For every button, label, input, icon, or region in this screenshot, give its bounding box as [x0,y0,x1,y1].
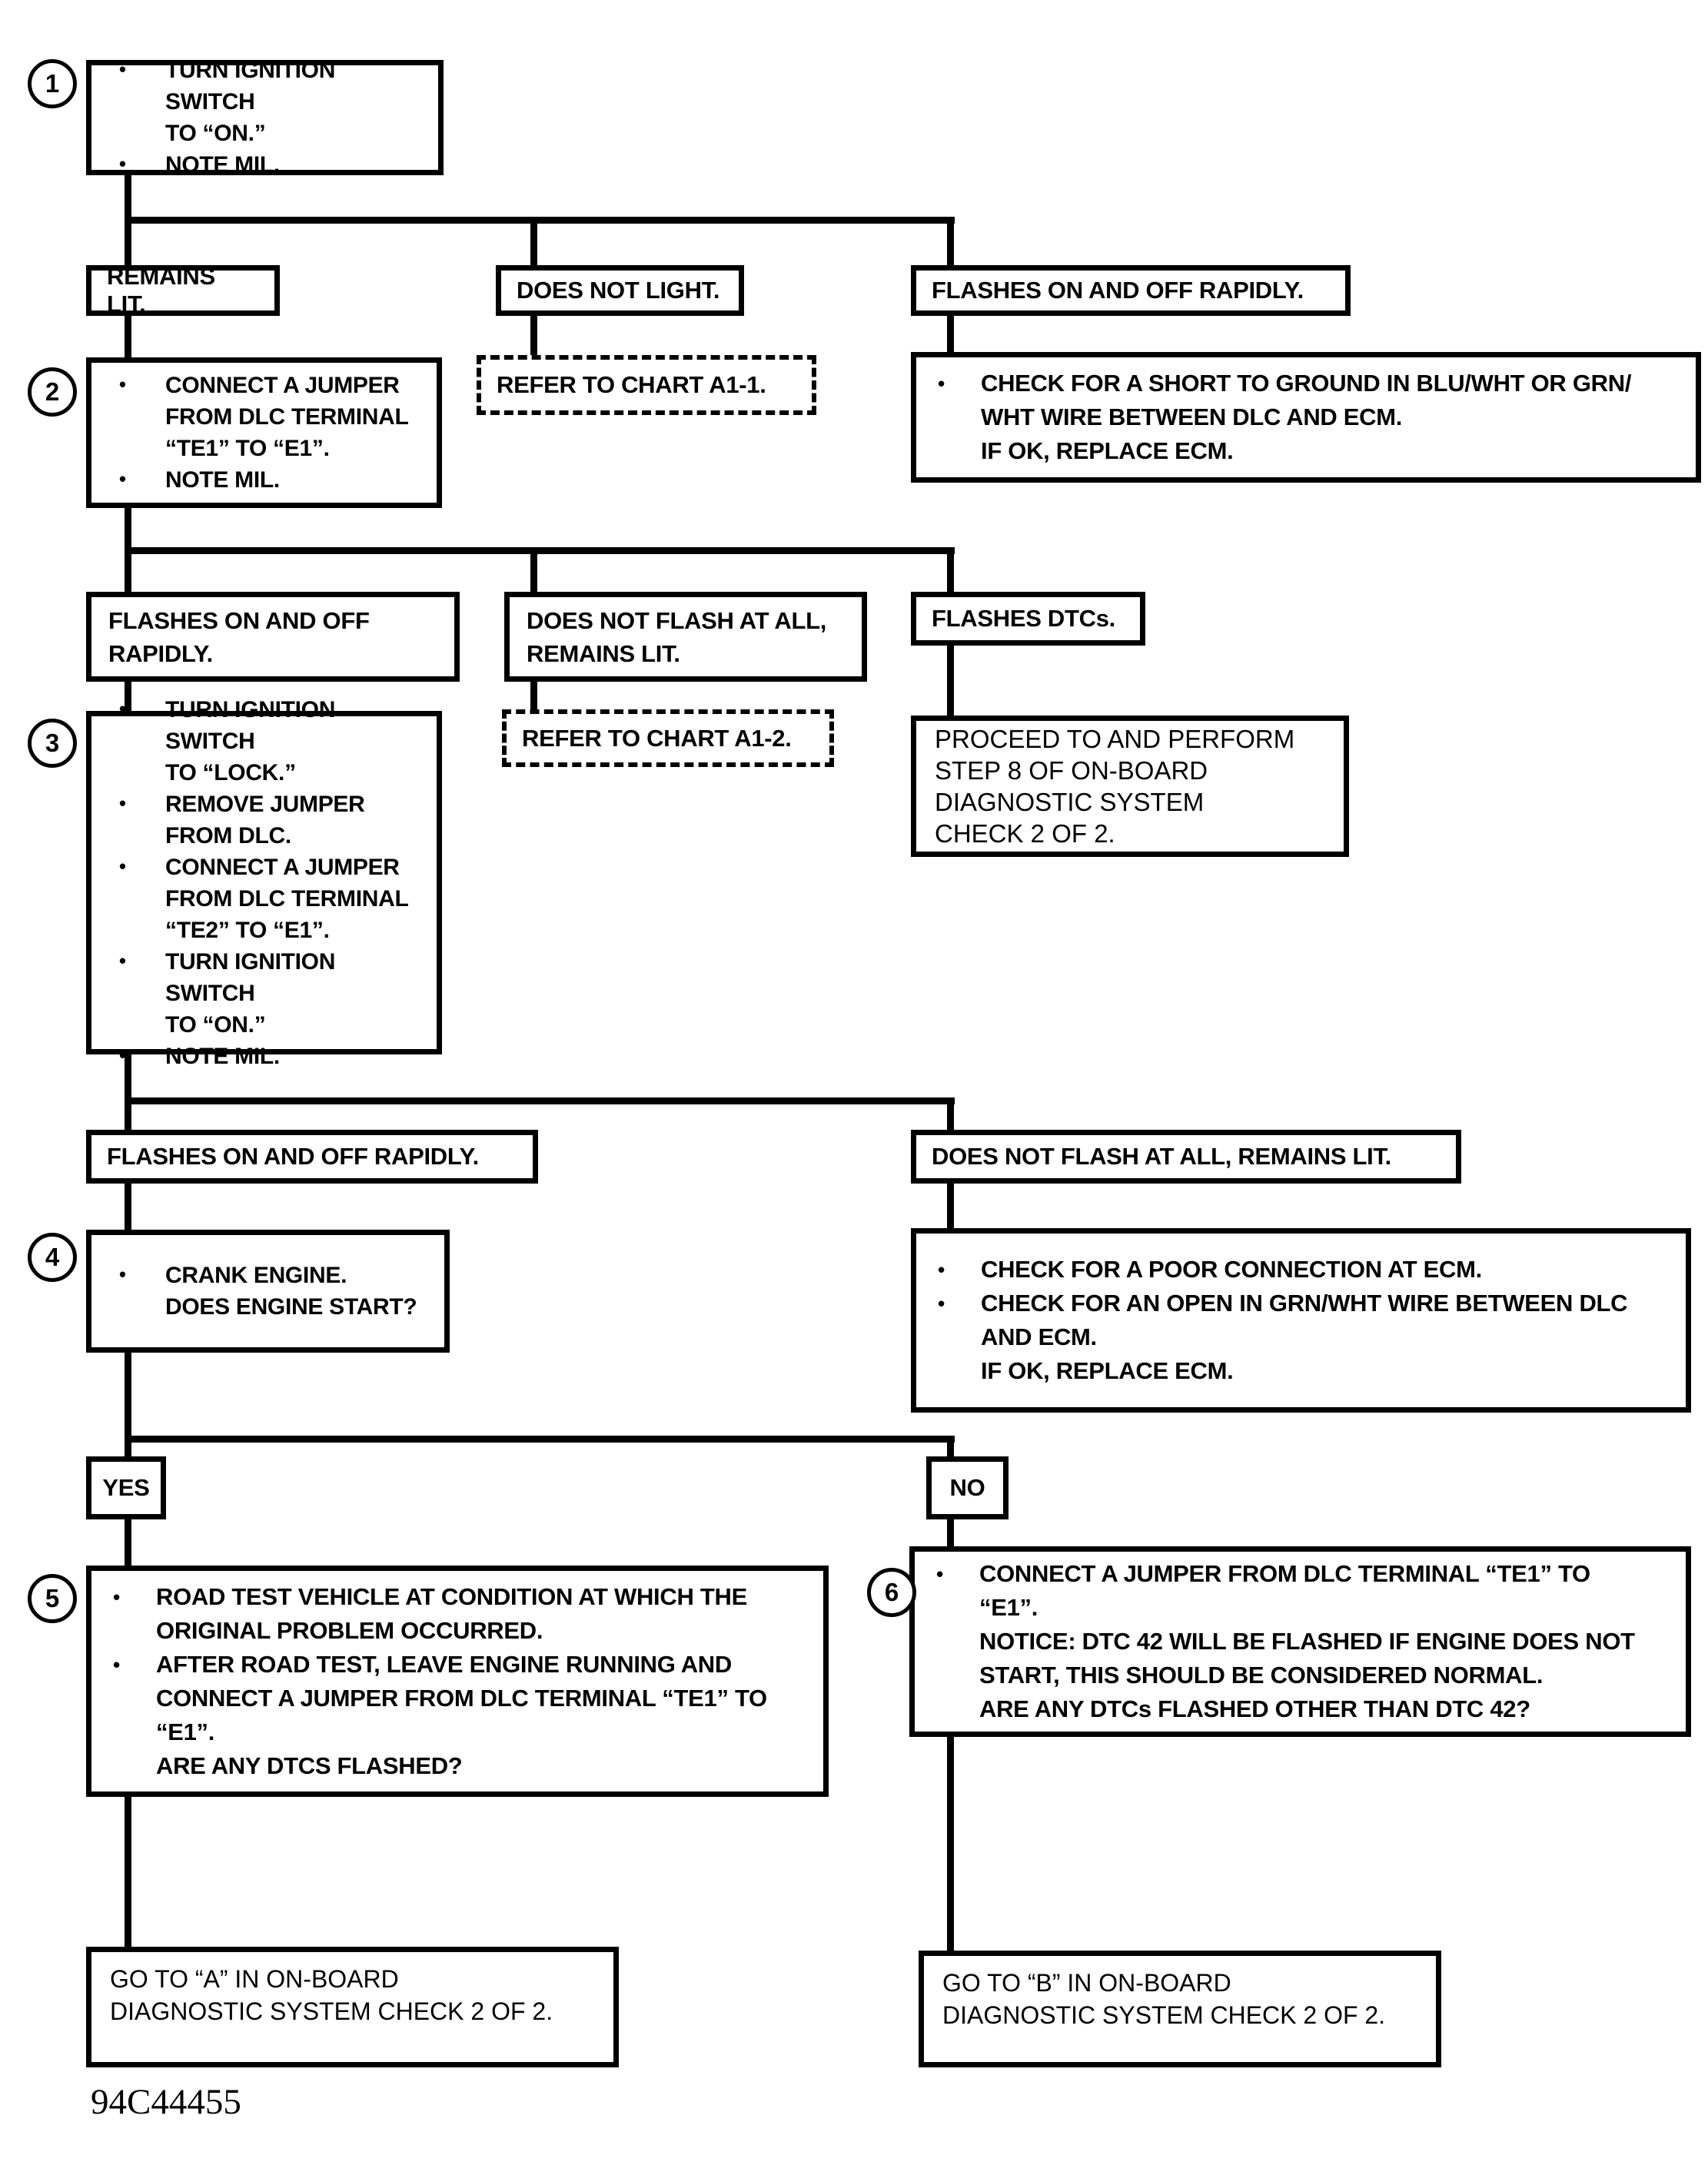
bullet-spacer [119,757,165,789]
flow-line-h [125,1097,955,1104]
flow-line-v [947,550,954,596]
flow-line-v [947,642,954,719]
step4-box [86,1230,450,1353]
bullet-text: NOTE MIL. [165,152,280,178]
bullet-text: FROM DLC TERMINAL [165,404,409,430]
flow-line-h [125,1436,955,1443]
bullet-line [119,1009,265,1041]
flow-line-v [947,311,954,357]
bullet-text: REMOVE JUMPER [165,791,365,817]
bullet-text: ARE ANY DTCS FLASHED? [156,1752,463,1779]
bullet-icon: • [936,1562,943,1586]
bullet-line [113,1749,462,1783]
bullet-spacer [936,1591,979,1625]
text-line: RAPIDLY. [108,639,213,667]
bullet-icon: • [938,1292,945,1315]
step5-box [86,1566,829,1797]
bullet-line [936,1625,1635,1659]
bullet-line [938,1287,1627,1320]
bullet-text: CHECK FOR A POOR CONNECTION AT ECM. [981,1256,1482,1283]
bullet-spacer [113,1715,156,1749]
bullet-line [938,367,1631,400]
step2-box [86,357,442,508]
bullet-line [113,1682,767,1715]
bullet-text: “TE1” TO “E1”. [165,436,330,461]
flow-line-v [125,1514,131,1569]
bullet-line [119,370,400,401]
bullet-text: TO “ON.” [165,121,266,146]
bullet-text: CONNECT A JUMPER FROM DLC TERMINAL “TE1” TO [156,1684,767,1712]
bullet-line [119,852,400,883]
bullet-icon: • [119,469,126,490]
branch-does-not-light [496,265,744,316]
figure-code: 94C44455 [91,2082,241,2122]
branch-flashes-on-off-2 [86,592,460,682]
bullet-line [119,433,330,464]
bullet-line [119,1041,280,1072]
bullet-text: ARE ANY DTCs FLASHED OTHER THAN DTC 42? [979,1695,1530,1722]
bullet-text: TURN IGNITION SWITCH [165,696,336,754]
flow-line-v [125,219,131,269]
bullet-spacer [119,118,165,149]
bullet-spacer [119,820,165,852]
branch-no [926,1456,1009,1519]
step6-number: 6 [867,1568,916,1617]
bullet-line [938,1320,1097,1354]
text-line: REMAINS LIT. [527,639,680,667]
text-line: DIAGNOSTIC SYSTEM [935,788,1205,816]
refer-label: REFER TO CHART A1-2. [522,724,792,752]
bullet-icon: • [119,154,126,175]
bullet-text: IF OK, REPLACE ECM. [981,437,1234,464]
text-line: GO TO “B” IN ON-BOARD [942,1969,1231,1997]
text-line: DIAGNOSTIC SYSTEM CHECK 2 OF 2. [110,1997,553,2025]
branch-label: DOES NOT FLASH AT ALL, REMAINS LIT. [932,1143,1391,1170]
bullet-icon: • [119,792,126,815]
bullet-spacer [119,401,165,433]
step6-box [909,1546,1691,1737]
step4-number: 4 [28,1233,77,1282]
bullet-spacer [938,1354,981,1388]
bullet-text: NOTE MIL. [165,1043,280,1069]
branch-does-not-flash-1 [504,592,867,682]
bullet-spacer [119,915,165,946]
flow-line-h [125,547,955,554]
bullet-line [938,400,1402,434]
poor-connection-box [911,1228,1691,1413]
bullet-text: FROM DLC. [165,822,291,848]
bullet-text: WHT WIRE BETWEEN DLC AND ECM. [981,403,1403,430]
bullet-line [113,1580,747,1614]
branch-does-not-flash-2 [911,1130,1461,1184]
bullet-icon: • [119,1044,126,1067]
bullet-icon: • [119,1264,126,1286]
branch-label: DOES NOT LIGHT. [517,277,720,304]
bullet-text: NOTICE: DTC 42 WILL BE FLASHED IF ENGINE DOES NOT [979,1628,1635,1655]
flow-line-v [947,1732,954,1954]
branch-label: YES [102,1474,150,1501]
flow-line-v [125,1347,131,1441]
branch-yes [86,1456,166,1519]
branch-label: NO [949,1474,985,1501]
bullet-spacer [936,1625,979,1659]
flow-line-v [947,1514,954,1550]
bullet-text: CHECK FOR AN OPEN IN GRN/WHT WIRE BETWEEN DLC [981,1290,1628,1317]
refer-label: REFER TO CHART A1-1. [497,371,766,398]
bullet-text: AFTER ROAD TEST, LEAVE ENGINE RUNNING AND [156,1650,732,1678]
branch-label: FLASHES ON AND OFF RAPIDLY. [107,1143,479,1170]
bullet-spacer [119,883,165,915]
bullet-text: IF OK, REPLACE ECM. [981,1357,1234,1384]
bullet-spacer [113,1682,156,1715]
bullet-spacer [119,1009,165,1041]
bullet-spacer [119,433,165,464]
branch-label: REMAINS LIT. [107,263,215,317]
bullet-line [119,464,280,496]
bullet-spacer [938,400,981,434]
bullet-text: TURN IGNITION SWITCH [165,58,336,115]
bullet-line [113,1715,214,1749]
text-line: FLASHES ON AND OFF [108,606,370,634]
bullet-line [119,915,330,946]
flow-line-v [125,1178,131,1234]
bullet-spacer [938,1320,981,1354]
branch-label: FLASHES ON AND OFF RAPIDLY. [932,277,1304,304]
proceed-step8-box [911,716,1349,857]
bullet-text: FROM DLC TERMINAL [165,885,409,911]
bullet-line [938,1253,1482,1287]
bullet-line [938,434,1233,468]
bullet-spacer [938,434,981,468]
bullet-line [119,401,409,433]
bullet-line [119,946,427,1009]
text-line: CHECK 2 OF 2. [935,819,1115,848]
bullet-spacer [113,1614,156,1648]
flow-line-v [947,219,954,269]
step3-number: 3 [28,719,77,768]
branch-flashes-on-off-1 [911,265,1351,316]
text-line: STEP 8 OF ON-BOARD [935,756,1208,785]
branch-flashes-on-off-3 [86,1130,538,1184]
bullet-text: “TE2” TO “E1”. [165,917,330,943]
bullet-icon: • [938,372,945,395]
text-line: DOES NOT FLASH AT ALL, [527,606,827,634]
bullet-text: TURN IGNITION SWITCH [165,948,336,1006]
text-line: GO TO “A” IN ON-BOARD [110,1965,399,1993]
flow-line-v [530,676,537,713]
bullet-text: CONNECT A JUMPER [165,373,400,398]
step3-box [86,696,442,1069]
step5-number: 5 [28,1574,77,1623]
bullet-text: TO “LOCK.” [165,759,296,785]
branch-label: FLASHES DTCs. [932,605,1115,632]
flow-line-v [125,311,131,361]
bullet-line [119,757,296,789]
bullet-icon: • [119,698,126,720]
bullet-spacer [936,1692,979,1726]
bullet-text: CHECK FOR A SHORT TO GROUND IN BLU/WHT OR GRN/ [981,370,1632,397]
bullet-line [119,820,291,852]
bullet-line [936,1591,1038,1625]
bullet-spacer [119,1291,165,1323]
bullet-icon: • [119,950,126,972]
flow-line-v [530,219,537,269]
refer-chart-a1-1-box [477,355,816,415]
bullet-text: DOES ENGINE START? [165,1294,417,1320]
bullet-line [113,1648,732,1682]
bullet-line [119,118,265,149]
bullet-spacer [936,1659,979,1692]
text-line: DIAGNOSTIC SYSTEM CHECK 2 OF 2. [942,2001,1386,2029]
branch-remains-lit [86,265,280,316]
step2-number: 2 [28,367,77,417]
bullet-line [938,1354,1233,1388]
short-to-ground-box [911,352,1701,483]
text-line: PROCEED TO AND PERFORM [935,725,1295,753]
goto-a-box [86,1947,619,2067]
step1-number: 1 [28,59,77,108]
bullet-line [119,1291,417,1323]
bullet-icon: • [113,1585,120,1609]
refer-chart-a1-2-box [502,709,834,767]
flow-line-v [125,1791,131,1951]
flow-line-v [530,550,537,596]
bullet-line [936,1659,1543,1692]
bullet-icon: • [113,1652,120,1676]
goto-b-box [919,1951,1441,2067]
bullet-line [119,149,280,181]
bullet-text: “E1”. [156,1718,215,1745]
bullet-icon: • [119,374,126,396]
bullet-text: “E1”. [979,1594,1038,1621]
bullet-text: CONNECT A JUMPER FROM DLC TERMINAL “TE1” TO [979,1560,1590,1587]
flow-line-h [125,217,955,224]
bullet-line [119,789,364,820]
bullet-text: ORIGINAL PROBLEM OCCURRED. [156,1616,543,1644]
bullet-text: TO “ON.” [165,1011,266,1038]
bullet-line [119,694,427,757]
bullet-icon: • [938,1258,945,1281]
step1-box [86,58,444,178]
flow-line-v [530,311,537,359]
flow-line-v [125,550,131,596]
bullet-spacer [113,1749,156,1783]
bullet-text: CONNECT A JUMPER [165,854,400,880]
bullet-text: CRANK ENGINE. [165,1263,347,1288]
branch-flashes-dtcs [911,592,1145,646]
bullet-line [936,1692,1530,1726]
bullet-line [119,1260,347,1291]
bullet-icon: • [119,855,126,878]
bullet-text: AND ECM. [981,1323,1097,1350]
bullet-text: NOTE MIL. [165,467,280,493]
flow-line-v [947,1178,954,1232]
bullet-text: START, THIS SHOULD BE CONSIDERED NORMAL. [979,1662,1544,1689]
bullet-icon: • [119,59,126,81]
bullet-text: ROAD TEST VEHICLE AT CONDITION AT WHICH THE [156,1582,747,1610]
bullet-line [113,1614,543,1648]
bullet-line [936,1557,1590,1591]
bullet-line [119,55,429,118]
bullet-line [119,883,409,915]
